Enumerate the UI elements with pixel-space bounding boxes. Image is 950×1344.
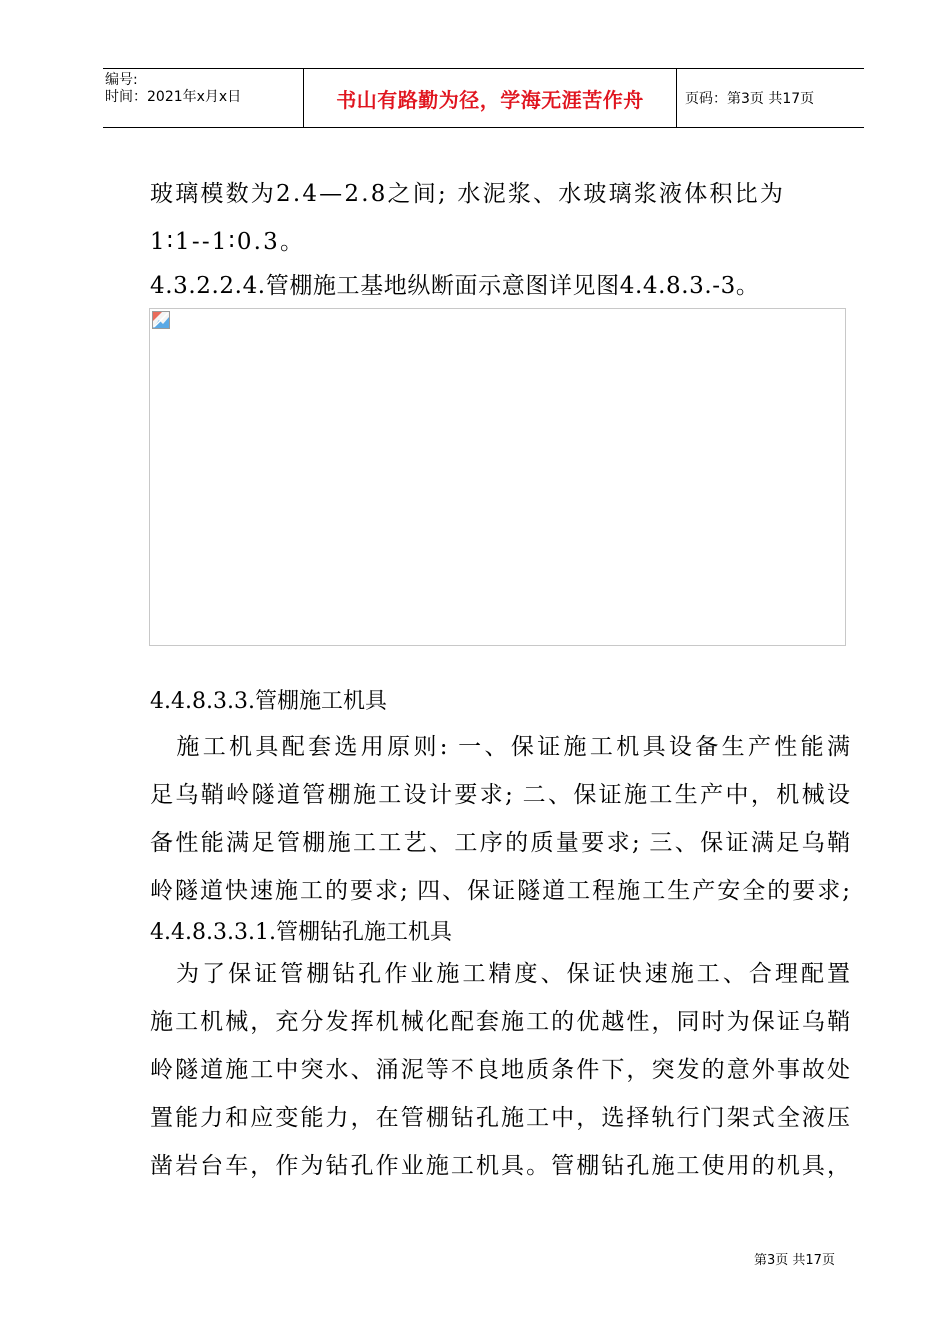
text-line: 岭隧道施工中突水、涌泥等不良地质条件下，突发的意外事故处	[150, 1057, 850, 1083]
page-header	[103, 68, 864, 128]
text-line: 凿岩台车，作为钻孔作业施工机具。管棚钻孔施工使用的机具，	[150, 1153, 850, 1179]
page-footer: 第3页 共17页	[754, 1253, 835, 1268]
paragraph-drilling-equipment	[150, 950, 850, 1190]
paragraph-selection-principles	[150, 723, 850, 915]
text-line: 足乌鞘岭隧道管棚施工设计要求; 二、保证施工生产中，机械设	[150, 782, 850, 808]
text-line: 1∶1--1∶0.3。	[150, 229, 306, 255]
text-line: 置能力和应变能力，在管棚钻孔施工中，选择轨行门架式全液压	[150, 1105, 850, 1131]
text-line: 施工机具配套选用原则: 一、保证施工机具设备生产性能满	[150, 734, 850, 760]
header-motto: 书山有路勤为径，学海无涯苦作舟	[304, 69, 677, 127]
text-line: 4.3.2.2.4.管棚施工基地纵断面示意图详见图4.4.8.3.-3。	[150, 273, 760, 299]
text-line: 玻璃模数为2.4—2.8之间; 水泥浆、水玻璃浆液体积比为	[150, 181, 786, 207]
paragraph-figure-reference	[150, 262, 850, 310]
figure-placeholder	[149, 308, 846, 646]
document-time-label: 时间：2021年x月x日	[105, 89, 242, 105]
text-line: 为了保证管棚钻孔作业施工精度、保证快速施工、合理配置	[150, 961, 850, 987]
text-line: 备性能满足管棚施工工艺、工序的质量要求; 三、保证满足乌鞘	[150, 830, 850, 856]
paragraph-grout-ratio	[150, 170, 850, 266]
section-heading: 4.4.8.3.3.管棚施工机具	[150, 689, 387, 714]
subsection-heading: 4.4.8.3.3.1.管棚钻孔施工机具	[150, 920, 452, 945]
text-line: 岭隧道快速施工的要求; 四、保证隧道工程施工生产安全的要求;	[150, 878, 850, 904]
document-number-label: 编号:	[105, 72, 138, 88]
header-meta	[103, 69, 304, 127]
broken-image-icon	[152, 311, 170, 329]
header-page-code: 页码：第3页 共17页	[685, 91, 815, 107]
text-line: 施工机械，充分发挥机械化配套施工的优越性，同时为保证乌鞘	[150, 1009, 850, 1035]
